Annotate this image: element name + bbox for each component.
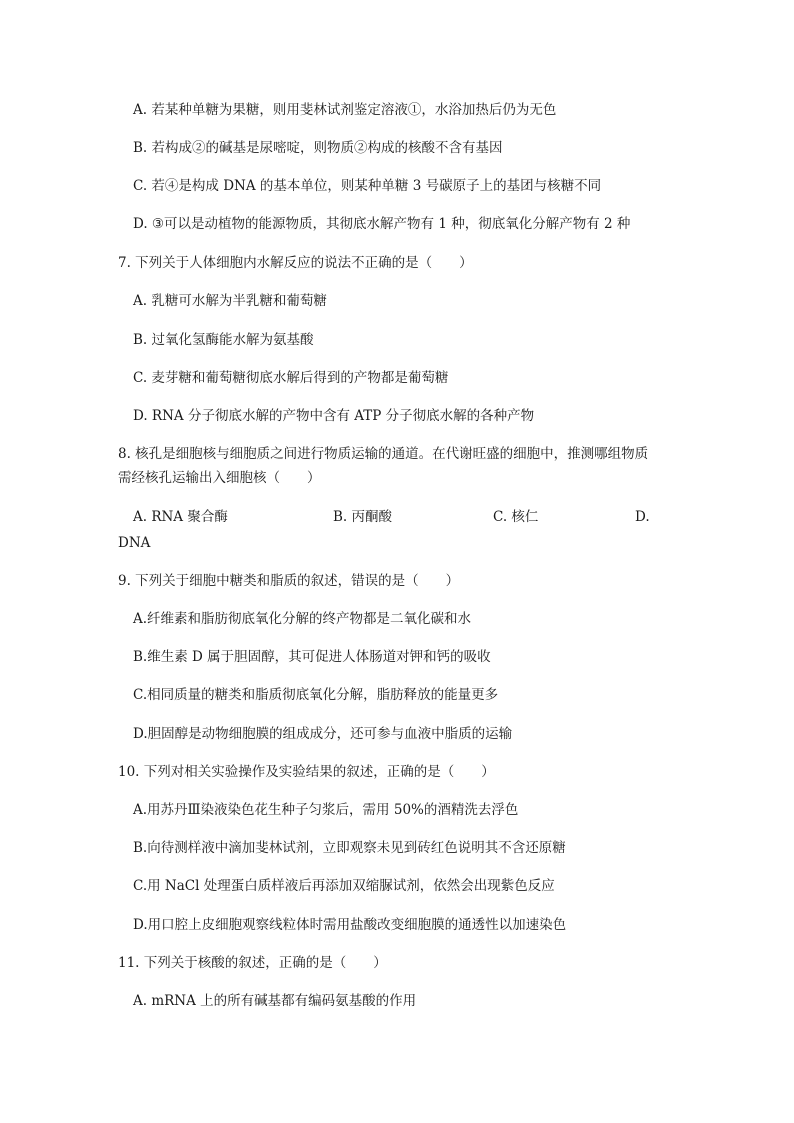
q11-stem: 11. 下列关于核酸的叙述，正确的是（ ） xyxy=(118,955,387,971)
q7-option-d: D. RNA 分子彻底水解的产物中含有 ATP 分子彻底水解的各种产物 xyxy=(133,408,535,424)
q9-option-d: D.胆固醇是动物细胞膜的组成成分，还可参与血液中脂质的运输 xyxy=(133,726,513,742)
q8-option-c: C. 核仁 xyxy=(493,509,539,525)
q9-option-a: A.纤维素和脂肪彻底氧化分解的终产物都是二氧化碳和水 xyxy=(133,611,472,627)
q7-stem: 7. 下列关于人体细胞内水解反应的说法不正确的是（ ） xyxy=(118,255,473,271)
q7-option-a: A. 乳糖可水解为半乳糖和葡萄糖 xyxy=(133,293,327,309)
q6-option-b: B. 若构成②的碱基是尿嘧啶，则物质②构成的核酸不含有基因 xyxy=(133,140,503,156)
q8-stem-line2: 需经核孔运输出入细胞核（ ） xyxy=(118,470,321,486)
q6-option-a: A. 若某种单糖为果糖，则用斐林试剂鉴定溶液①，水浴加热后仍为无色 xyxy=(133,102,557,118)
q10-option-a: A.用苏丹Ⅲ染液染色花生种子匀浆后，需用 50%的酒精洗去浮色 xyxy=(133,802,519,818)
q8-option-b: B. 丙酮酸 xyxy=(333,509,393,525)
q8-option-a: A. RNA 聚合酶 xyxy=(133,509,228,525)
q9-option-c: C.相同质量的糖类和脂质彻底氧化分解，脂肪释放的能量更多 xyxy=(133,687,499,703)
q10-option-d: D.用口腔上皮细胞观察线粒体时需用盐酸改变细胞膜的通透性以加速染色 xyxy=(133,917,567,933)
q10-stem: 10. 下列对相关实验操作及实验结果的叙述，正确的是（ ） xyxy=(118,764,495,780)
q8-option-d-text: DNA xyxy=(118,535,151,551)
q7-option-b: B. 过氧化氢酶能水解为氨基酸 xyxy=(133,332,314,348)
q8-option-d-letter: D. xyxy=(635,509,650,525)
q10-option-b: B.向待测样液中滴加斐林试剂，立即观察未见到砖红色说明其不含还原糖 xyxy=(133,840,566,856)
q10-option-c: C.用 NaCl 处理蛋白质样液后再添加双缩脲试剂，依然会出现紫色反应 xyxy=(133,878,555,894)
q6-option-c: C. 若④是构成 DNA 的基本单位，则某种单糖 3 号碳原子上的基团与核糖不同 xyxy=(133,178,602,194)
q9-stem: 9. 下列关于细胞中糖类和脂质的叙述，错误的是（ ） xyxy=(118,573,460,589)
q7-option-c: C. 麦芽糖和葡萄糖彻底水解后得到的产物都是葡萄糖 xyxy=(133,370,449,386)
q9-option-b: B.维生素 D 属于胆固醇，其可促进人体肠道对钾和钙的吸收 xyxy=(133,649,491,665)
q6-option-d: D. ③可以是动植物的能源物质，其彻底水解产物有 1 种，彻底氧化分解产物有 2 种 xyxy=(133,216,631,232)
q11-option-a: A. mRNA 上的所有碱基都有编码氨基酸的作用 xyxy=(133,993,417,1009)
q8-stem-line1: 8. 核孔是细胞核与细胞质之间进行物质运输的通道。在代谢旺盛的细胞中，推测哪组物质 xyxy=(118,446,649,462)
